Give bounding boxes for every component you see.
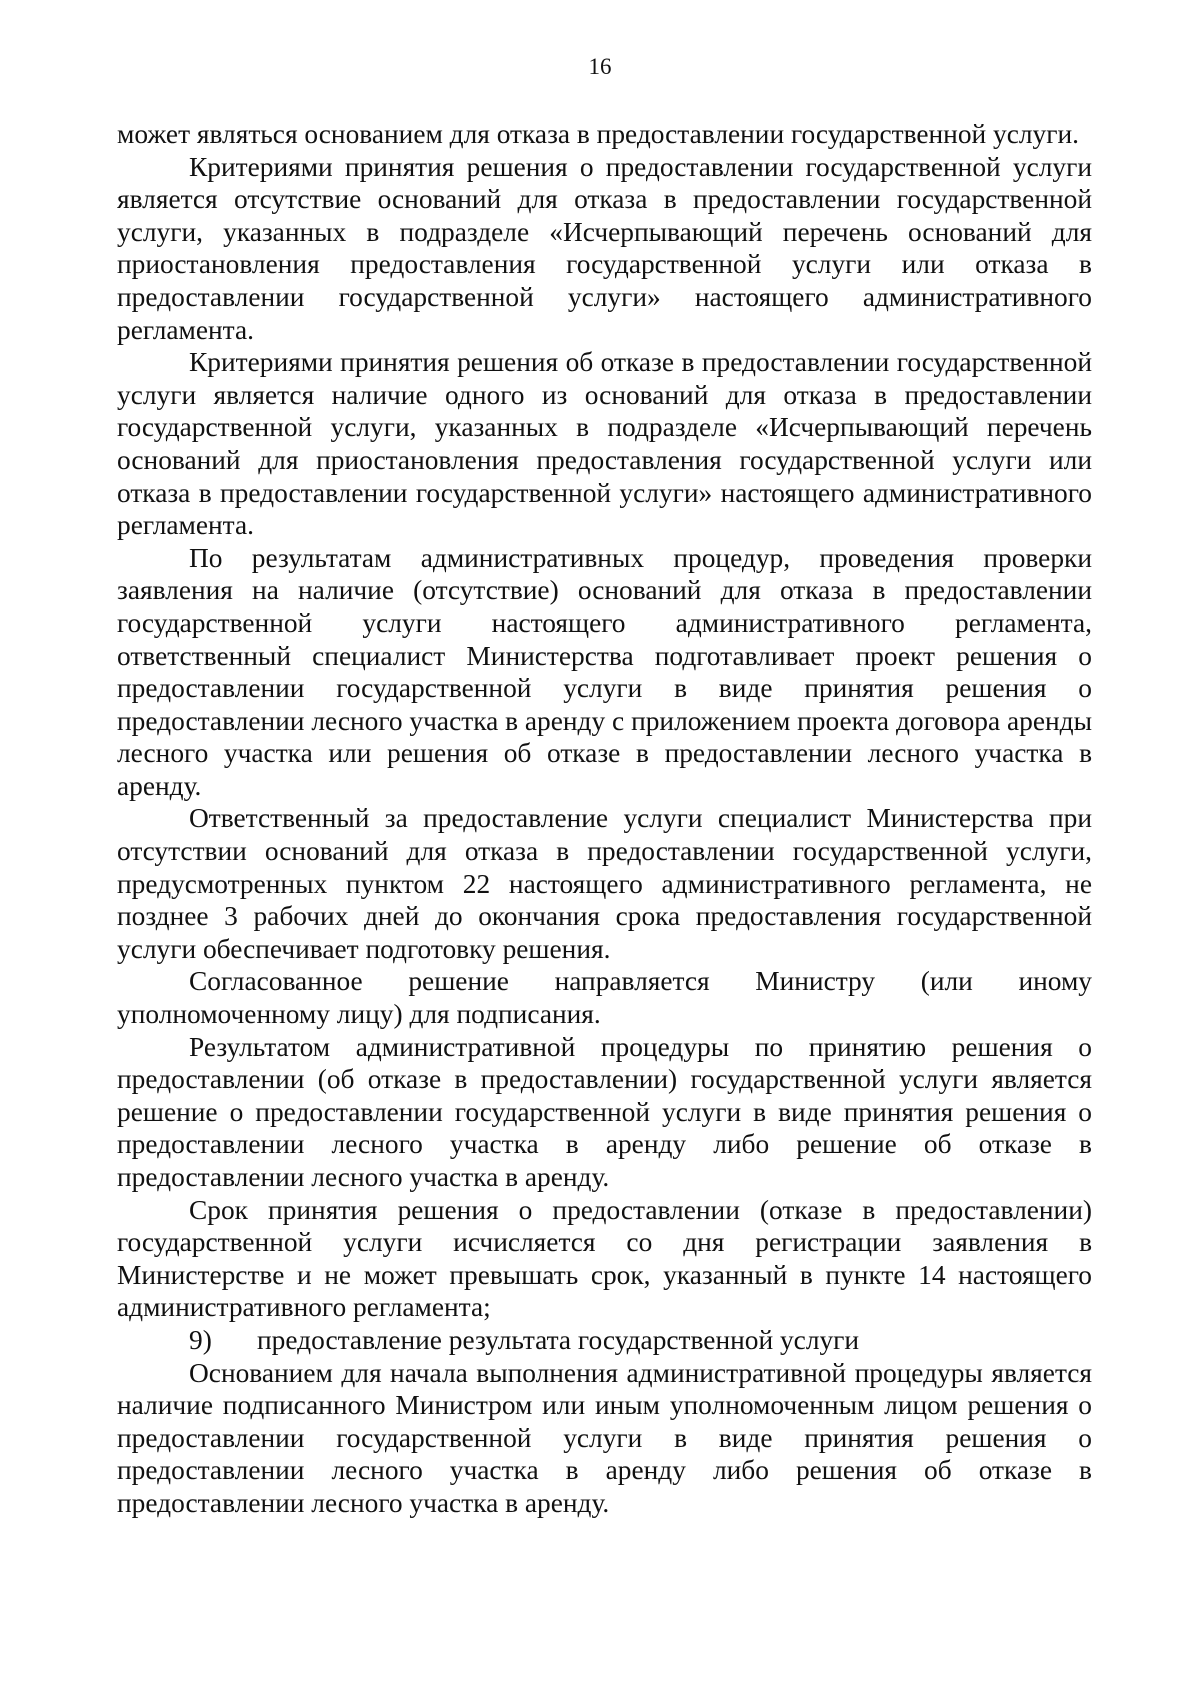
paragraph: Срок принятия решения о предоставлении (отказе в предоставлении) государственной услуги исчисляется со дня регистрации заявления в Министерстве и не может превышать срок, указанный в пункте 14 настоящего административного регламента; <box>117 1194 1092 1323</box>
paragraph: По результатам административных процедур, проведения проверки заявления на наличие (отсутствие) оснований для отказа в предоставлении государственной услуги настоящего административного регламента, ответственный специалист Министерства подготавливает проект решения о предоставлении государственной услуги в виде принятия решения о предоставлении лесного участка в аренду с приложением проекта договора аренды лесного участка или решения об отказе в предоставлении лесного участка в аренду. <box>117 542 1092 801</box>
paragraph: Критериями принятия решения об отказе в предоставлении государственной услуги является наличие одного из оснований для отказа в предоставлении государственной услуги, указанных в подразделе «Исчерпывающий перечень оснований для приостановления предоставления государственной услуги или отказа в предоставлении государственной услуги» настоящего административного регламента. <box>117 347 1092 541</box>
paragraph: Ответственный за предоставление услуги специалист Министерства при отсутствии оснований для отказа в предоставлении государственной услуги, предусмотренных пунктом 22 настоящего административного регламента, не позднее 3 рабочих дней до окончания срока предоставления государственной услуги обеспечивает подготовку решения. <box>117 803 1092 964</box>
paragraph: Согласованное решение направляется Министру (или иному уполномоченному лицу) для подписания. <box>117 966 1092 1030</box>
page-number: 16 <box>588 54 612 79</box>
paragraph: может являться основанием для отказа в предоставлении государственной услуги. <box>117 119 1079 149</box>
list-item-number: 9) <box>189 1324 212 1355</box>
paragraph: Результатом административной процедуры по принятию решения о предоставлении (об отказе в предоставлении) государственной услуги является решение о предоставлении государственной услуги в виде принятия решения о предоставлении лесного участка в аренду либо решение об отказе в предоставлении лесного участка в аренду. <box>117 1031 1092 1192</box>
list-item <box>117 1324 1092 1357</box>
list-item-text: предоставление результата государственной услуги <box>257 1324 860 1355</box>
paragraph: Критериями принятия решения о предоставлении государственной услуги является отсутствие оснований для отказа в предоставлении государственной услуги, указанных в подразделе «Исчерпывающий перечень оснований для приостановления предоставления государственной услуги или отказа в предоставлении государственной услуги» настоящего административного регламента. <box>117 151 1092 345</box>
document-body <box>117 118 1092 1520</box>
paragraph: Основанием для начала выполнения административной процедуры является наличие подписанного Министром или иным уполномоченным лицом решения о предоставлении государственной услуги в виде принятия решения о предоставлении лесного участка в аренду либо решения об отказе в предоставлении лесного участка в аренду. <box>117 1357 1092 1518</box>
